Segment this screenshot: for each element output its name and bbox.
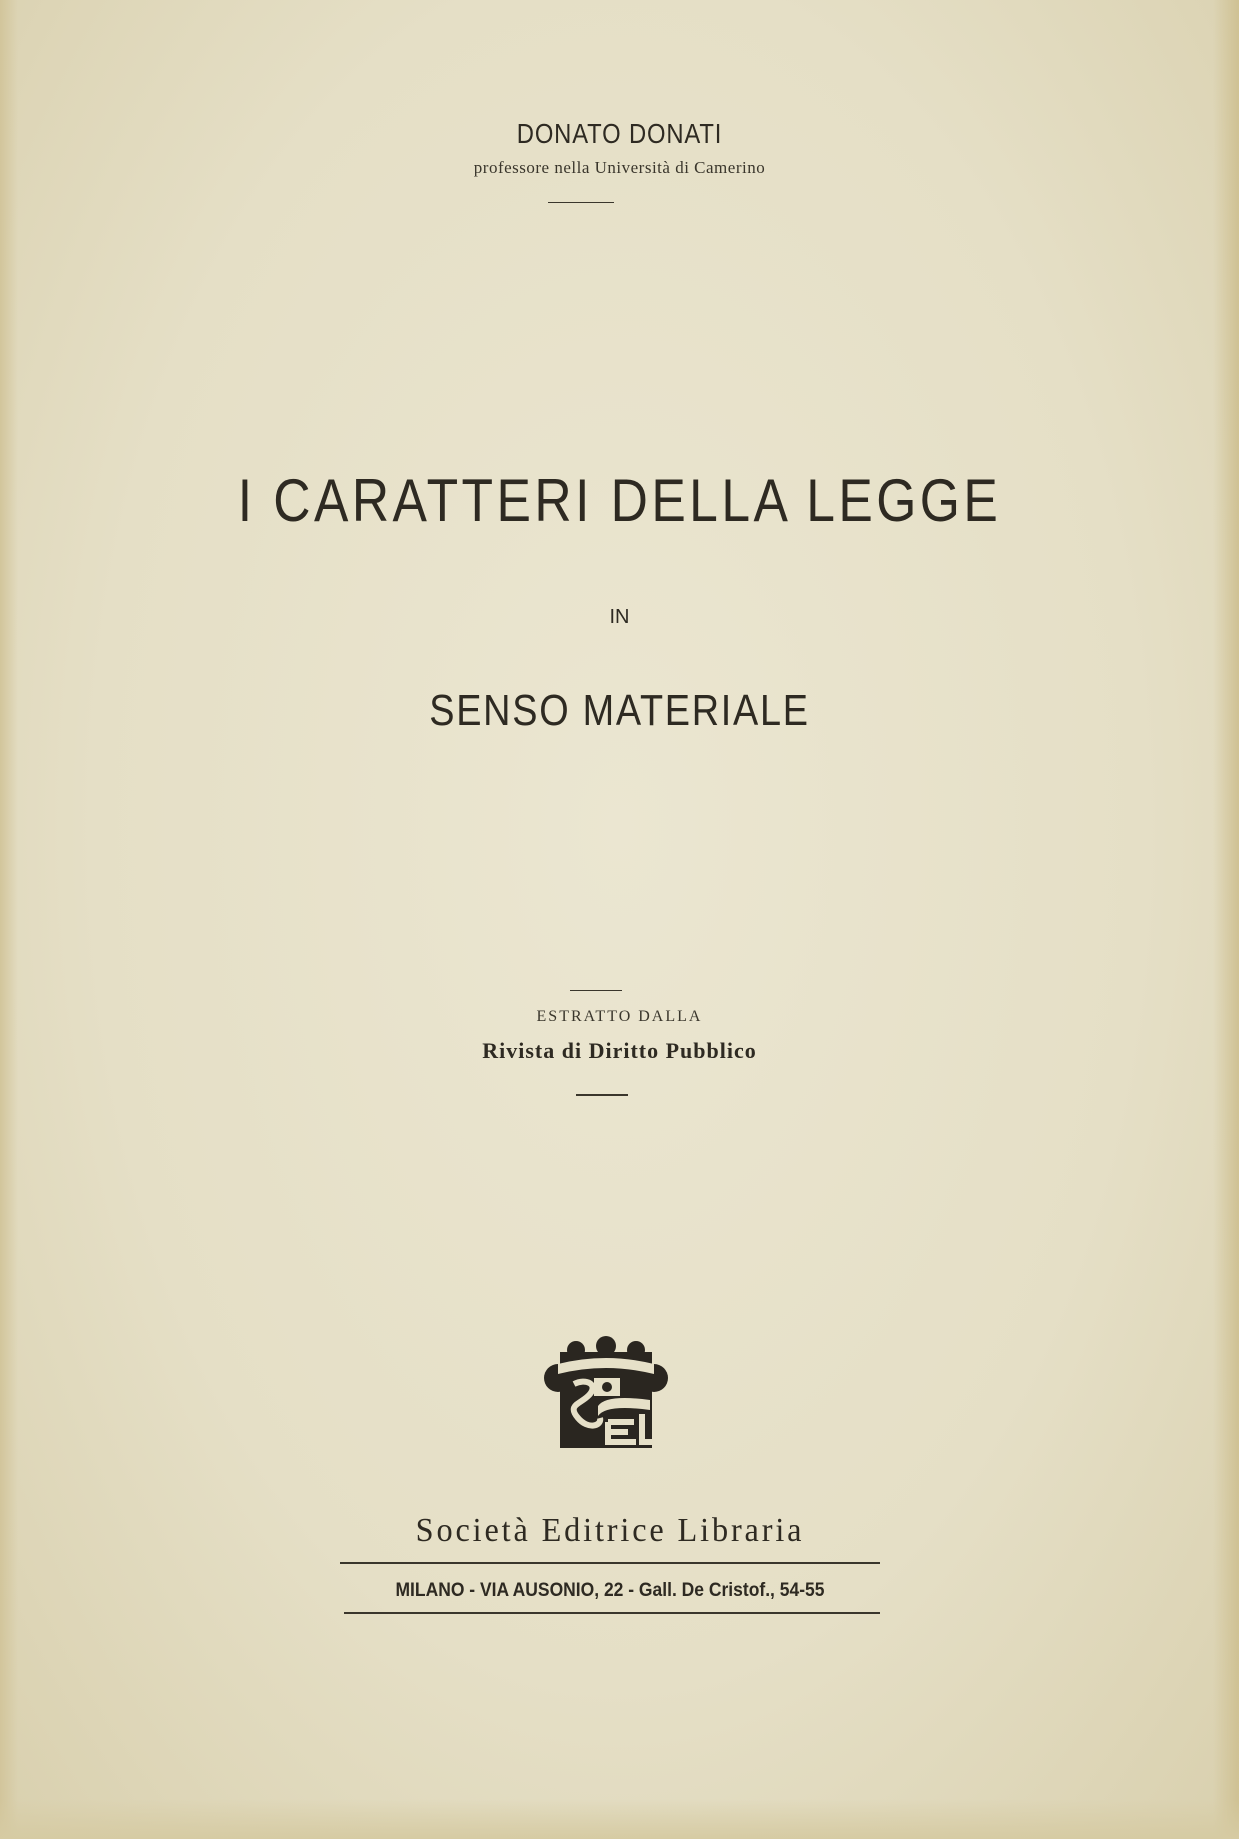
publisher-name: Società Editrice Libraria — [415, 1512, 805, 1549]
divider-rule — [548, 202, 614, 203]
divider-rule — [570, 990, 622, 991]
page-edge-bottom — [0, 1799, 1239, 1839]
publisher-underline — [340, 1562, 880, 1564]
extract-label: ESTRATTO DALLA — [536, 1008, 703, 1025]
divider-rule — [576, 1094, 628, 1096]
title-connector: IN — [609, 606, 630, 628]
page-edge-left — [0, 0, 18, 1839]
publisher-emblem-icon — [538, 1334, 674, 1452]
journal-title: Rivista di Diritto Pubblico — [482, 1038, 757, 1063]
book-subtitle: SENSO MATERIALE — [429, 686, 810, 735]
publisher-address: MILANO - VIA AUSONIO, 22 - Gall. De Cristof., 54-55 — [395, 1580, 825, 1601]
address-underline — [344, 1612, 880, 1614]
author-name: DONATO DONATI — [516, 118, 723, 149]
book-title: I CARATTERI DELLA LEGGE — [237, 467, 1002, 534]
page-edge-right — [1213, 0, 1239, 1839]
author-affiliation: professore nella Università di Camerino — [473, 158, 766, 177]
